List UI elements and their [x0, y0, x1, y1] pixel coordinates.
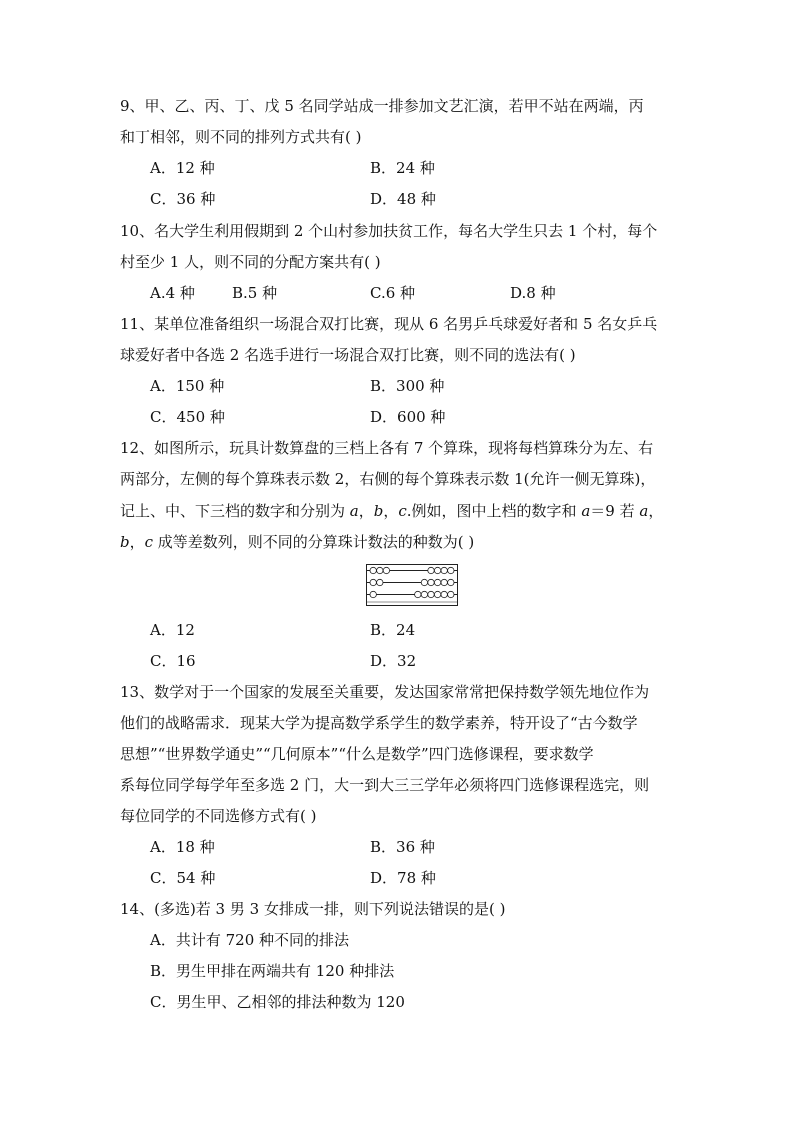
q13-option-a: A．18 种 — [150, 838, 215, 856]
separator: ， — [129, 533, 145, 551]
abacus-bead-right — [428, 579, 434, 585]
abacus-bead-left — [383, 567, 389, 573]
q10-option-a: A.4 种 — [150, 284, 195, 302]
q12-text: ＝9 若 — [590, 502, 640, 520]
q13-option-b: B．36 种 — [370, 838, 435, 856]
q12-text: 成等差数列，则不同的分算珠计数法的种数为( ) — [153, 533, 475, 551]
q14-option-c: C．男生甲、乙相邻的排法种数为 120 — [150, 993, 405, 1011]
q10-option-b: B.5 种 — [232, 284, 278, 302]
q9-line-2: 和丁相邻，则不同的排列方式共有( ) — [120, 128, 362, 146]
q14-option-a: A．共计有 720 种不同的排法 — [150, 931, 350, 949]
q10-option-d: D.8 种 — [510, 284, 556, 302]
abacus-bead-right — [434, 579, 440, 585]
q10-line-1: 10、名大学生利用假期到 2 个山村参加扶贫工作，每名大学生只去 1 个村，每个 — [120, 222, 658, 240]
abacus-bead-right — [441, 579, 447, 585]
q13-line-4: 系每位同学每学年至多选 2 门，大一到大三三学年必须将四门选修课程选完，则 — [120, 776, 650, 794]
var-c: c — [144, 533, 154, 551]
q11-option-d: D．600 种 — [370, 408, 446, 426]
q13-line-1: 13、数学对于一个国家的发展至关重要，发达国家常常把保持数学领先地位作为 — [120, 683, 650, 701]
q9-option-c: C．36 种 — [150, 190, 216, 208]
abacus-bead-right — [421, 579, 427, 585]
q12-line-3 — [120, 501, 663, 521]
q12-option-c: C．16 — [150, 652, 196, 670]
q9-option-b: B．24 种 — [370, 159, 435, 177]
q9-line-1: 9、甲、乙、丙、丁、戊 5 名同学站成一排参加文艺汇演，若甲不站在两端，丙 — [120, 97, 644, 115]
abacus-bead-left — [377, 567, 383, 573]
var-b: b — [373, 502, 384, 520]
q12-line-1: 12、如图所示，玩具计数算盘的三档上各有 7 个算珠，现将每档算珠分为左、右 — [120, 439, 654, 457]
q11-line-1: 11、某单位准备组织一场混合双打比赛，现从 6 名男乒乓球爱好者和 5 名女乒乓 — [120, 315, 658, 333]
q13-option-d: D．78 种 — [370, 869, 436, 887]
q12-option-d: D．32 — [370, 652, 417, 670]
q12-line-2: 两部分，左侧的每个算珠表示数 2，右侧的每个算珠表示数 1(允许一侧无算珠)， — [120, 470, 656, 488]
q10-line-2: 村至少 1 人，则不同的分配方案共有( ) — [120, 253, 381, 271]
abacus-bead-right — [448, 591, 454, 597]
abacus-bead-right — [448, 567, 454, 573]
abacus-bead-right — [428, 591, 434, 597]
var-a: a — [581, 502, 591, 520]
q13-line-5: 每位同学的不同选修方式有( ) — [120, 807, 317, 825]
q9-option-a: A．12 种 — [150, 159, 215, 177]
abacus-bead-right — [448, 579, 454, 585]
abacus-bead-left — [370, 591, 376, 597]
separator: ， — [648, 502, 664, 520]
separator: ， — [358, 502, 374, 520]
var-b: b — [120, 533, 130, 551]
abacus-bead-right — [428, 567, 434, 573]
abacus-bead-right — [415, 591, 421, 597]
separator: ， — [383, 502, 399, 520]
abacus-bead-right — [434, 591, 440, 597]
q12-option-a: A．12 — [150, 621, 195, 639]
q13-option-c: C．54 种 — [150, 869, 216, 887]
q14-line-1: 14、(多选)若 3 男 3 女排成一排，则下列说法错误的是( ) — [120, 900, 506, 918]
abacus-figure — [366, 564, 458, 606]
q14-option-b: B．男生甲排在两端共有 120 种排法 — [150, 962, 395, 980]
q12-text: .例如，图中上档的数字和 — [406, 502, 582, 520]
abacus-bead-right — [421, 591, 427, 597]
q11-option-c: C．450 种 — [150, 408, 225, 426]
var-a: a — [639, 502, 649, 520]
q11-option-a: A．150 种 — [150, 377, 225, 395]
q9-option-d: D．48 种 — [370, 190, 436, 208]
q12-line-4 — [120, 532, 474, 552]
abacus-bead-left — [370, 579, 376, 585]
var-a: a — [349, 502, 359, 520]
var-c: c — [398, 502, 407, 520]
abacus-bead-left — [370, 567, 376, 573]
q13-line-3: 思想”“世界数学通史”“几何原本”“什么是数学”四门选修课程，要求数学 — [120, 745, 594, 763]
q12-text: 记上、中、下三档的数字和分别为 — [120, 502, 350, 520]
abacus-bead-left — [377, 579, 383, 585]
q10-option-c: C.6 种 — [370, 284, 416, 302]
q12-option-b: B．24 — [370, 621, 416, 639]
q11-option-b: B．300 种 — [370, 377, 445, 395]
q13-line-2: 他们的战略需求．现某大学为提高数学系学生的数学素养，特开设了“古今数学 — [120, 714, 638, 732]
q11-line-2: 球爱好者中各选 2 名选手进行一场混合双打比赛，则不同的选法有( ) — [120, 346, 576, 364]
abacus-bead-right — [441, 567, 447, 573]
abacus-bead-right — [434, 567, 440, 573]
abacus-bead-right — [441, 591, 447, 597]
